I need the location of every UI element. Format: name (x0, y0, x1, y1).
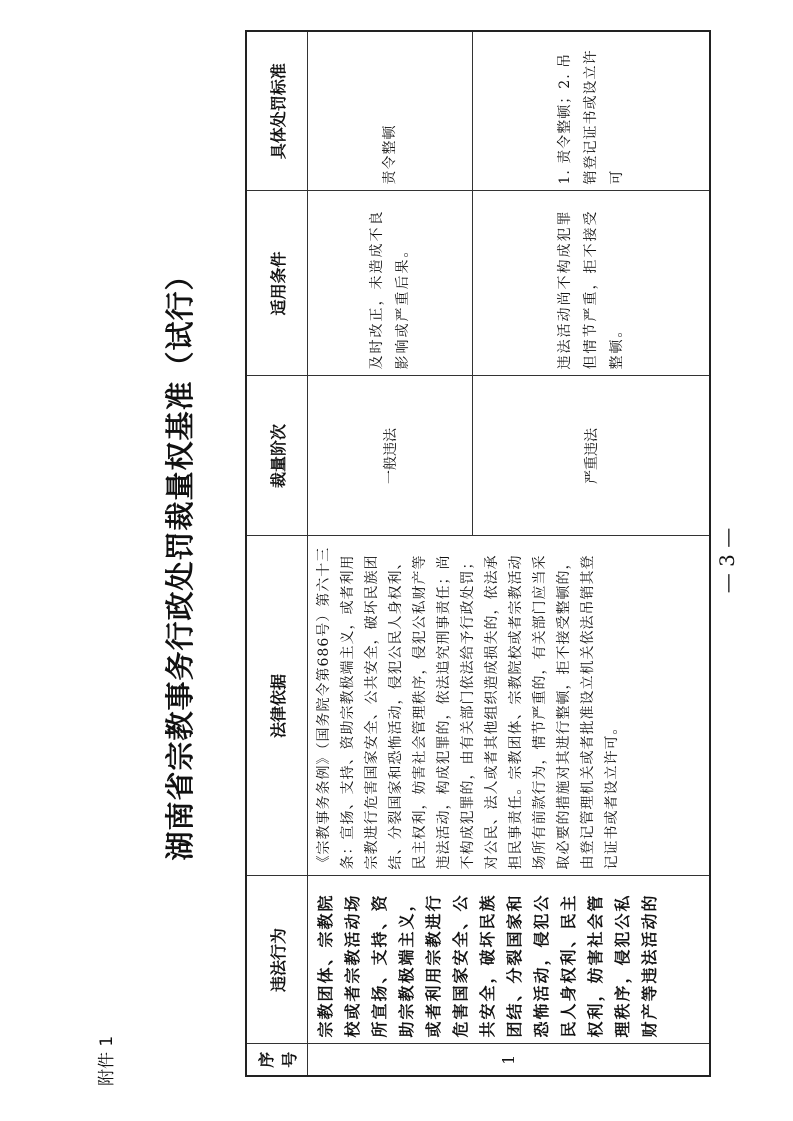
penalty-standard-table (245, 30, 711, 1077)
penalty-serious: 1. 责令整顿；2. 吊销登记证书或设立许可 (473, 31, 710, 191)
condition-general: 及时改正，未造成不良影响或严重后果。 (308, 191, 473, 376)
level-serious: 严重违法 (473, 376, 710, 536)
row-legal-basis: 《宗教事务条例》（国务院令第686号）第六十三条：宣扬、支持、资助宗教极端主义，或者利用宗教进行危害国家安全、公共安全，破坏民族团结、分裂国家和恐怖活动，侵犯公民人身权利、民主权利，妨害社会管理秩序，侵犯公私财产等违法活动，构成犯罪的，依法追究刑事责任；尚不构成犯罪的，由有关部门依法给予行政处罚；对公民、法人或者其他组织造成损失的，依法承担民事责任。宗教团体、宗教院校或者宗教活动场所有前款行为，情节严重的，有关部门应当采取必要的措施对其进行整顿，拒不接受整顿的，由登记管理机关或者批准设立机关依法吊销其登记证书或者设立许可。 (308, 536, 711, 876)
header-level: 裁量阶次 (246, 376, 308, 536)
header-violation: 违法行为 (246, 876, 308, 1044)
table-header-row (246, 31, 308, 1076)
row-violation: 宗教团体、宗教院校或者宗教活动场所宣扬、支持、资助宗教极端主义，或者利用宗教进行危害国家安全、公共安全，破坏民族团结、分裂国家和恐怖活动，侵犯公民人身权利、民主权利，妨害社会管理秩序，侵犯公私财产等违法活动的 (308, 876, 711, 1044)
header-seq: 序号 (246, 1044, 308, 1076)
header-condition: 适用条件 (246, 191, 308, 376)
header-penalty: 具体处罚标准 (246, 31, 308, 191)
document-title: 湖南省宗教事务行政处罚裁量权基准（试行） (163, 260, 197, 861)
header-legal-basis: 法律依据 (246, 536, 308, 876)
table-row (308, 31, 473, 1076)
page-number: — 3 — (715, 527, 739, 594)
level-general: 一般违法 (308, 376, 473, 536)
row-seq: 1 (308, 1044, 711, 1076)
annex-label: 附件 1 (97, 1035, 117, 1086)
penalty-general: 责令整顿 (308, 31, 473, 191)
condition-serious: 违法活动尚不构成犯罪但情节严重，拒不接受整顿。 (473, 191, 710, 376)
